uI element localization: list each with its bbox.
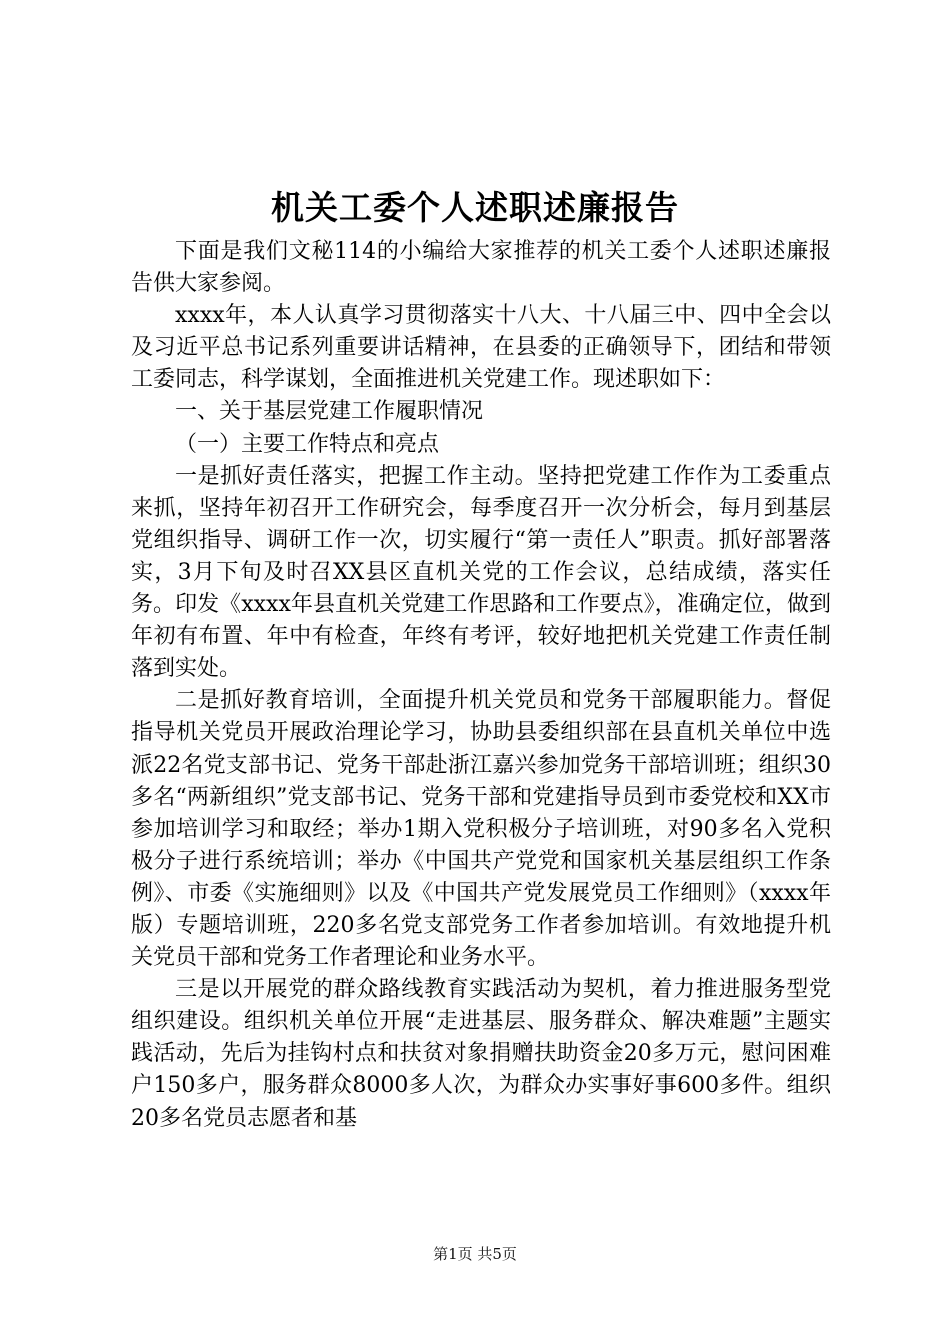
body-paragraph: xxxx年，本人认真学习贯彻落实十八大、十八届三中、四中全会以及习近平总书记系列重要讲话精神，在县委的正确领导下，团结和带领工委同志，科学谋划，全面推进机关党建工作。现述职如下： — [131, 303, 831, 393]
body-paragraph: 一是抓好责任落实，把握工作主动。坚持把党建工作作为工委重点来抓，坚持年初召开工作研究会，每季度召开一次分析会，每月到基层党组织指导、调研工作一次，切实履行“第一责任人”职责。抓好部署落实，3月下旬及时召XX县区直机关党的工作会议，总结成绩，落实任务。印发《xxxx年县直机关党建工作思路和工作要点》，准确定位，做到年初有布置、年中有检查，年终有考评，较好地把机关党建工作责任制落到实处。 — [131, 463, 831, 682]
subsection-heading: （一）主要工作特点和亮点 — [175, 431, 440, 457]
body-paragraph: 二是抓好教育培训，全面提升机关党员和党务干部履职能力。督促指导机关党员开展政治理论学习，协助县委组织部在县直机关单位中选派22名党支部书记、党务干部赴浙江嘉兴参加党务干部培训班；组织30多名“两新组织”党支部书记、党务干部和党建指导员到市委党校和XX市参加培训学习和取经；举办1期入党积极分子培训班，对90多名入党积极分子进行系统培训；举办《中国共产党党和国家机关基层组织工作条例》、市委《实施细则》以及《中国共产党发展党员工作细则》（xxxx年版）专题培训班，220多名党支部党务工作者参加培训。有效地提升机关党员干部和党务工作者理论和业务水平。 — [131, 688, 831, 971]
document-body — [131, 236, 831, 1135]
body-paragraph: 三是以开展党的群众路线教育实践活动为契机，着力推进服务型党组织建设。组织机关单位开展“走进基层、服务群众、解决难题”主题实践活动，先后为挂钩村点和扶贫对象捐赠扶助资金20多万元，慰问困难户150多户，服务群众8000多人次，为群众办实事好事600多件。组织20多名党员志愿者和基 — [131, 977, 831, 1131]
intro-paragraph: 下面是我们文秘114的小编给大家推荐的机关工委个人述职述廉报告供大家参阅。 — [131, 239, 831, 297]
page-number-footer: 第1页 共5页 — [433, 1245, 517, 1263]
document-title: 机关工委个人述职述廉报告 — [271, 188, 679, 227]
section-heading: 一、关于基层党建工作履职情况 — [175, 399, 484, 425]
